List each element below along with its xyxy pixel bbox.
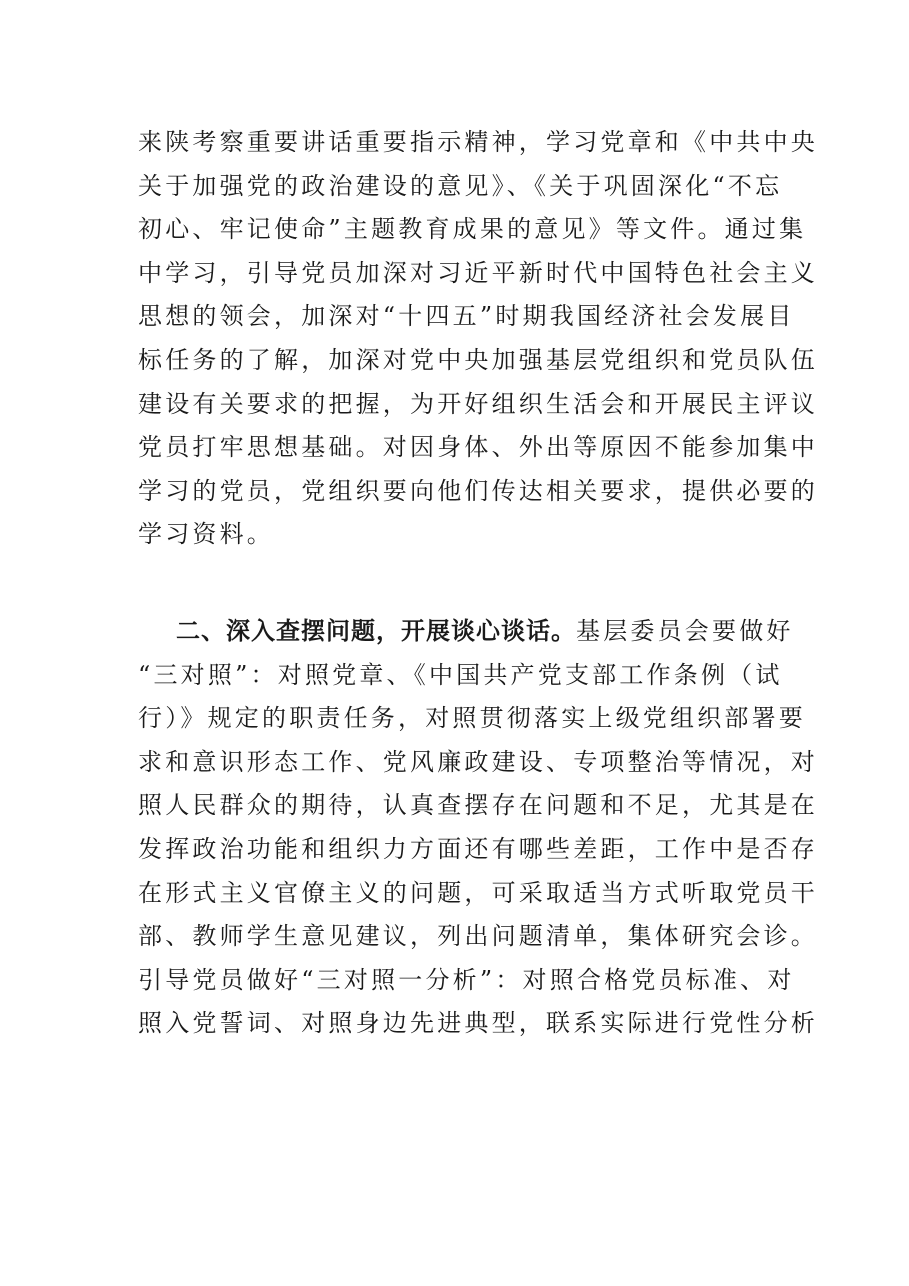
text-line: 学习的党员，党组织要向他们传达相关要求，提供必要的 — [138, 476, 818, 505]
text-line: 发挥政治功能和组织力方面还有哪些差距，工作中是否存 — [138, 834, 818, 863]
text-line: 党员打牢思想基础。对因身体、外出等原因不能参加集中 — [138, 433, 818, 462]
text-line: 学习资料。 — [138, 520, 274, 549]
text-line: 部、教师学生意见建议，列出问题清单，集体研究会诊。 — [138, 922, 818, 951]
text-line: 照人民群众的期待，认真查摆存在问题和不足，尤其是在 — [138, 791, 818, 820]
paragraph-study — [138, 121, 818, 557]
text-line: 引导党员做好“三对照一分析”：对照合格党员标准、对 — [138, 965, 795, 994]
section-heading: 二、深入查摆问题，开展谈心谈话。 — [176, 617, 576, 645]
text-line: “三对照”：对照党章、《中国共产党支部工作条例（试 — [138, 660, 783, 689]
text-line: 思想的领会，加深对“十四五”时期我国经济社会发展目 — [138, 302, 795, 331]
text-line: 关于加强党的政治建设的意见》、《关于巩固深化“不忘 — [138, 171, 783, 200]
text-line: 求和意识形态工作、党风廉政建设、专项整治等情况，对 — [138, 747, 818, 776]
text-line: 中学习，引导党员加深对习近平新时代中国特色社会主义 — [138, 258, 818, 287]
text-line: 建设有关要求的把握，为开好组织生活会和开展民主评议 — [138, 389, 818, 418]
text-line: 照入党誓词、对照身边先进典型，联系实际进行党性分析 — [138, 1009, 818, 1038]
text-line: 标任务的了解，加深对党中央加强基层党组织和党员队伍 — [138, 345, 818, 374]
heading-line-rest: 基层委员会要做好 — [576, 617, 794, 645]
text-line: 来陕考察重要讲话重要指示精神，学习党章和《中共中央 — [138, 128, 818, 156]
text-line: 行）》规定的职责任务，对照贯彻落实上级党组织部署要 — [138, 704, 806, 733]
heading-line — [138, 610, 794, 654]
text-line: 在形式主义官僚主义的问题，可采取适当方式听取党员干 — [138, 878, 818, 907]
text-line: 初心、牢记使命”主题教育成果的意见》等文件。通过集 — [138, 215, 807, 244]
paragraph-problems — [138, 610, 818, 1046]
